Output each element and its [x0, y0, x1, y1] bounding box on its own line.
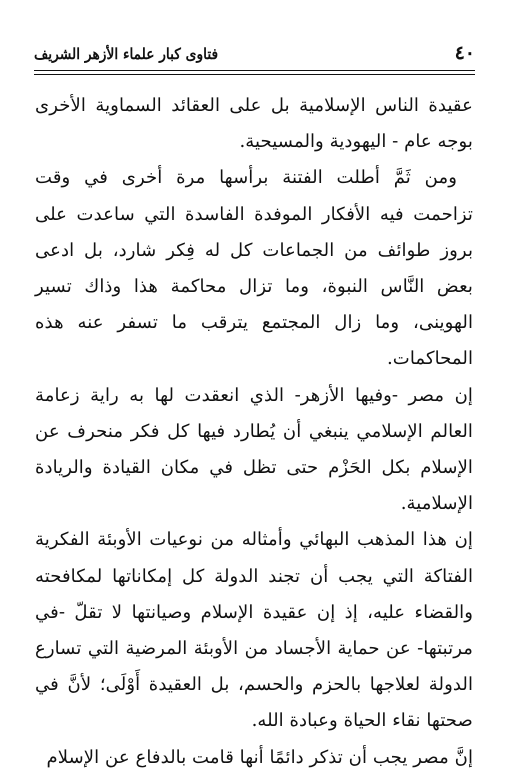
paragraph: إنَّ مصر يجب أن تذكر دائمًا أنها قامت بالدفاع عن الإسلام — [46, 746, 473, 768]
paragraph: عقيدة الناس الإسلامية بل على العقائد السماوية الأخرى بوجه عام - اليهودية والمسيحية. — [35, 95, 473, 153]
header-rule — [34, 70, 475, 75]
paragraph: إن هذا المذهب البهائي وأمثاله من نوعيات الأوبئة الفكرية الفتاكة التي يجب أن تجند الدولة كل إمكاناتها لمكافحته والقضاء عليه، إذ إن عقيدة الإسلام وصيانتها لا تقلّ -في مرتبتها- عن حماية الأجساد من الأوبئة المرضية التي تسارع الدولة لعلاجها بالحزم والحسم، بل العقيدة أَوْلَى؛ لأنَّ في صحتها نقاء الحياة وعبادة الله. — [35, 529, 473, 732]
page-header — [34, 40, 475, 66]
body-text — [35, 88, 473, 776]
paragraph: إن مصر -وفيها الأزهر- الذي انعقدت لها به راية زعامة العالم الإسلامي ينبغي أن يُطارد فيها كل فكر منحرف عن الإسلام بكل الحَزْم حتى تظل في مكان القيادة والريادة الإسلامية. — [35, 384, 473, 515]
running-title: فتاوى كبار علماء الأزهر الشريف — [34, 45, 219, 63]
page-number: ٤٠ — [454, 42, 475, 64]
paragraph: ومن ثَمَّ أطلت الفتنة برأسها مرة أخرى في وقت تزاحمت فيه الأفكار الموفدة الفاسدة التي ساعدت على بروز طوائف من الجماعات كل له فِكر شارد، بل ادعى بعض النَّاس النبوة، وما تزال محاكمة هذا وذاك تسير الهوينى، وما زال المجتمع يترقب ما تسفر عنه هذه المحاكمات. — [35, 167, 473, 370]
